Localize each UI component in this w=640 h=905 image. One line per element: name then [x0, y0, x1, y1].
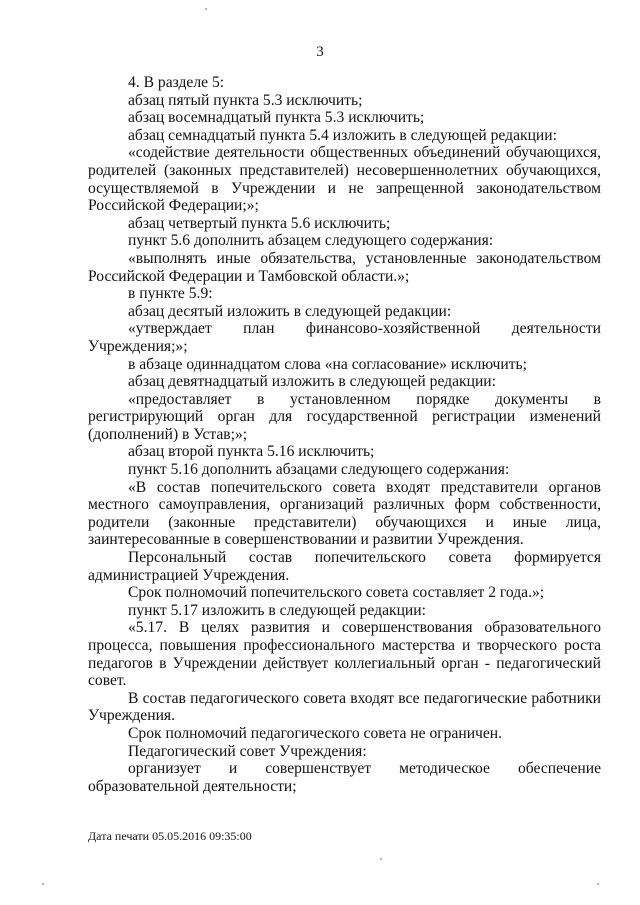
paragraph: Срок полномочий попечительского совета составляет 2 года.»; — [128, 584, 545, 602]
paragraph-quote: «предоставляет в установленном порядке документы в регистрирующий орган для государственной регистрации изменений (дополнений) в Устав;»; — [88, 390, 601, 443]
document-body — [88, 74, 601, 795]
paragraph: абзац восемнадцатый пункта 5.3 исключить; — [128, 109, 425, 127]
paragraph: пункт 5.17 изложить в следующей редакции: — [128, 601, 426, 619]
paragraph: абзац десятый изложить в следующей редакции: — [128, 302, 452, 320]
paragraph: Срок полномочий педагогического совета не ограничен. — [128, 724, 503, 742]
print-date-footer: Дата печати 05.05.2016 09:35:00 — [88, 829, 252, 843]
page-number: 3 — [316, 44, 324, 60]
paragraph-quote: «В состав попечительского совета входят представители органов местного самоуправления, организаций различных форм собственности, родители (законные представители) обучающихся и иные лица, заинтересованные в совершенствовании и развитии Учреждения. — [88, 478, 601, 549]
paragraph: абзац девятнадцатый изложить в следующей редакции: — [128, 373, 496, 391]
paragraph: пункт 5.16 дополнить абзацами следующего содержания: — [128, 461, 510, 479]
scan-speck — [597, 883, 599, 885]
paragraph-section-5-header: 4. В разделе 5: — [128, 74, 225, 91]
scan-speck — [42, 883, 44, 885]
paragraph-quote: «выполнять иные обязательства, установленные законодательством Российской Федерации и Тамбовской области.»; — [88, 249, 601, 285]
paragraph: абзац второй пункта 5.16 исключить; — [128, 443, 375, 461]
scan-speck — [380, 858, 382, 860]
paragraph: Персональный состав попечительского совета формируется администрацией Учреждения. — [88, 549, 601, 584]
paragraph-quote: «5.17. В целях развития и совершенствования образовательного процесса, повышения профессионального мастерства и творческого роста педагогов в Учреждении действует коллегиальный орган - педагогический совет. — [88, 619, 601, 690]
paragraph: пункт 5.6 дополнить абзацем следующего содержания: — [128, 232, 494, 250]
paragraph: абзац пятый пункта 5.3 исключить; — [128, 91, 363, 109]
paragraph: абзац четвертый пункта 5.6 исключить; — [128, 214, 391, 232]
paragraph: в пункте 5.9: — [128, 285, 213, 303]
paragraph: абзац семнадцатый пункта 5.4 изложить в следующей редакции: — [128, 126, 557, 144]
paragraph: В состав педагогического совета входят все педагогические работники Учреждения. — [88, 689, 601, 725]
scan-speck — [205, 8, 207, 10]
paragraph-quote: «утверждает план финансово-хозяйственной деятельности Учреждения;»; — [88, 320, 601, 355]
paragraph-quote: «содействие деятельности общественных объединений обучающихся, родителей (законных представителей) несовершеннолетних обучающихся, осуществляемой в Учреждении и не запрещенной законодательством Российской Федерации;»; — [88, 144, 601, 215]
paragraph: в абзаце одиннадцатом слова «на согласование» исключить; — [128, 355, 527, 373]
paragraph: Педагогический совет Учреждения: — [128, 742, 367, 760]
paragraph: организует и совершенствует методическое обеспечение образовательной деятельности; — [88, 760, 601, 795]
